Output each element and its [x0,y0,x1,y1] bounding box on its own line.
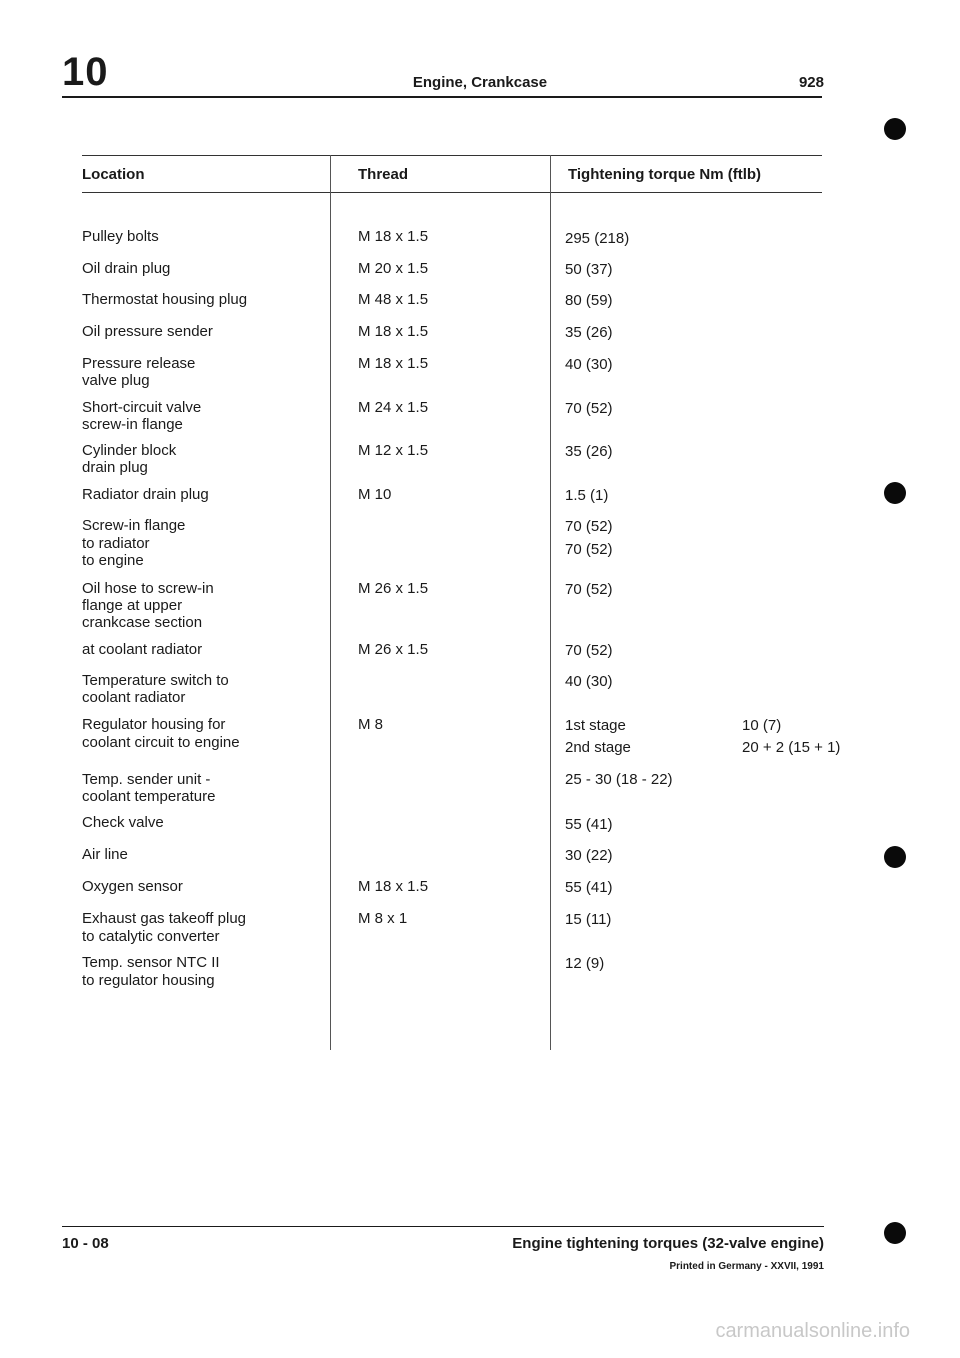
column-divider [550,155,551,1050]
location-cell: Screw-in flange [82,517,186,534]
location-cell: Temp. sender unit - [82,771,211,788]
thread-cell: M 18 x 1.5 [358,323,429,340]
column-divider [330,155,331,1050]
footer-title: Engine tightening torques (32-valve engine) [512,1235,824,1252]
location-cell: coolant circuit to engine [82,734,240,751]
torque-cell: 15 (11) [565,911,612,928]
torque-cell: 35 (26) [565,443,613,460]
location-cell: to regulator housing [82,972,215,989]
location-cell: Short-circuit valve [82,399,202,416]
location-cell: crankcase section [82,614,203,631]
location-cell: Radiator drain plug [82,486,209,503]
punch-hole-icon [884,118,906,140]
torque-cell: 25 - 30 (18 - 22) [565,771,673,788]
model-number: 928 [798,74,824,91]
torque-cell: 55 (41) [565,879,613,896]
torque-cell: 40 (30) [565,673,613,690]
column-header-torque: Tightening torque Nm (ftlb) [568,166,762,183]
location-cell: Oil pressure sender [82,323,213,340]
location-cell: screw-in flange [82,416,183,433]
torque-cell: 70 (52) [565,518,613,535]
torque-cell: 70 (52) [565,400,613,417]
location-cell: to radiator [82,535,150,552]
torque-stage-value: 20 + 2 (15 + 1) [742,739,841,756]
location-cell: Temp. sensor NTC II [82,954,220,971]
watermark: carmanualsonline.info [715,1320,910,1342]
torque-cell: 40 (30) [565,356,613,373]
torque-stage-label: 2nd stage [565,739,631,756]
location-cell: Oil drain plug [82,260,171,277]
location-cell: Oil hose to screw-in [82,580,214,597]
torque-stage-value: 10 (7) [742,717,782,734]
torque-cell: 80 (59) [565,292,613,309]
page-number: 10 - 08 [62,1235,109,1252]
torque-cell: 35 (26) [565,324,613,341]
thread-cell: M 20 x 1.5 [358,260,429,277]
location-cell: Cylinder block [82,442,177,459]
location-cell: Oxygen sensor [82,878,183,895]
punch-hole-icon [884,1222,906,1244]
location-cell: drain plug [82,459,148,476]
thread-cell: M 18 x 1.5 [358,355,429,372]
location-cell: flange at upper [82,597,183,614]
location-cell: Exhaust gas takeoff plug [82,910,247,927]
table-head-rule [82,192,822,193]
thread-cell: M 12 x 1.5 [358,442,429,459]
torque-cell: 30 (22) [565,847,613,864]
location-cell: valve plug [82,372,150,389]
torque-stage-label: 1st stage [565,717,626,734]
location-cell: Check valve [82,814,164,831]
table-top-rule [82,155,822,156]
thread-cell: M 48 x 1.5 [358,291,429,308]
thread-cell: M 10 [358,486,392,503]
punch-hole-icon [884,482,906,504]
thread-cell: M 8 [358,716,384,733]
location-cell: to engine [82,552,144,569]
torque-cell: 295 (218) [565,230,630,247]
torque-cell: 70 (52) [565,541,613,558]
thread-cell: M 26 x 1.5 [358,580,429,597]
thread-cell: M 18 x 1.5 [358,878,429,895]
print-notice: Printed in Germany - XXVII, 1991 [669,1261,824,1272]
page-title: Engine, Crankcase [412,74,548,91]
location-cell: Pulley bolts [82,228,159,245]
location-cell: at coolant radiator [82,641,203,658]
torque-cell: 1.5 (1) [565,487,609,504]
location-cell: Temperature switch to [82,672,229,689]
footer-rule [62,1226,824,1227]
thread-cell: M 26 x 1.5 [358,641,429,658]
thread-cell: M 24 x 1.5 [358,399,429,416]
punch-hole-icon [884,846,906,868]
column-header-location: Location [82,166,145,183]
location-cell: coolant temperature [82,788,216,805]
location-cell: coolant radiator [82,689,186,706]
torque-cell: 55 (41) [565,816,613,833]
location-cell: to catalytic converter [82,928,220,945]
header-rule [62,96,822,98]
location-cell: Pressure release [82,355,196,372]
location-cell: Thermostat housing plug [82,291,248,308]
torque-cell: 50 (37) [565,261,613,278]
torque-cell: 70 (52) [565,642,613,659]
chapter-number: 10 [62,50,109,94]
thread-cell: M 18 x 1.5 [358,228,429,245]
thread-cell: M 8 x 1 [358,910,408,927]
torque-cell: 12 (9) [565,955,605,972]
column-header-thread: Thread [358,166,409,183]
location-cell: Air line [82,846,128,863]
torque-cell: 70 (52) [565,581,613,598]
location-cell: Regulator housing for [82,716,226,733]
